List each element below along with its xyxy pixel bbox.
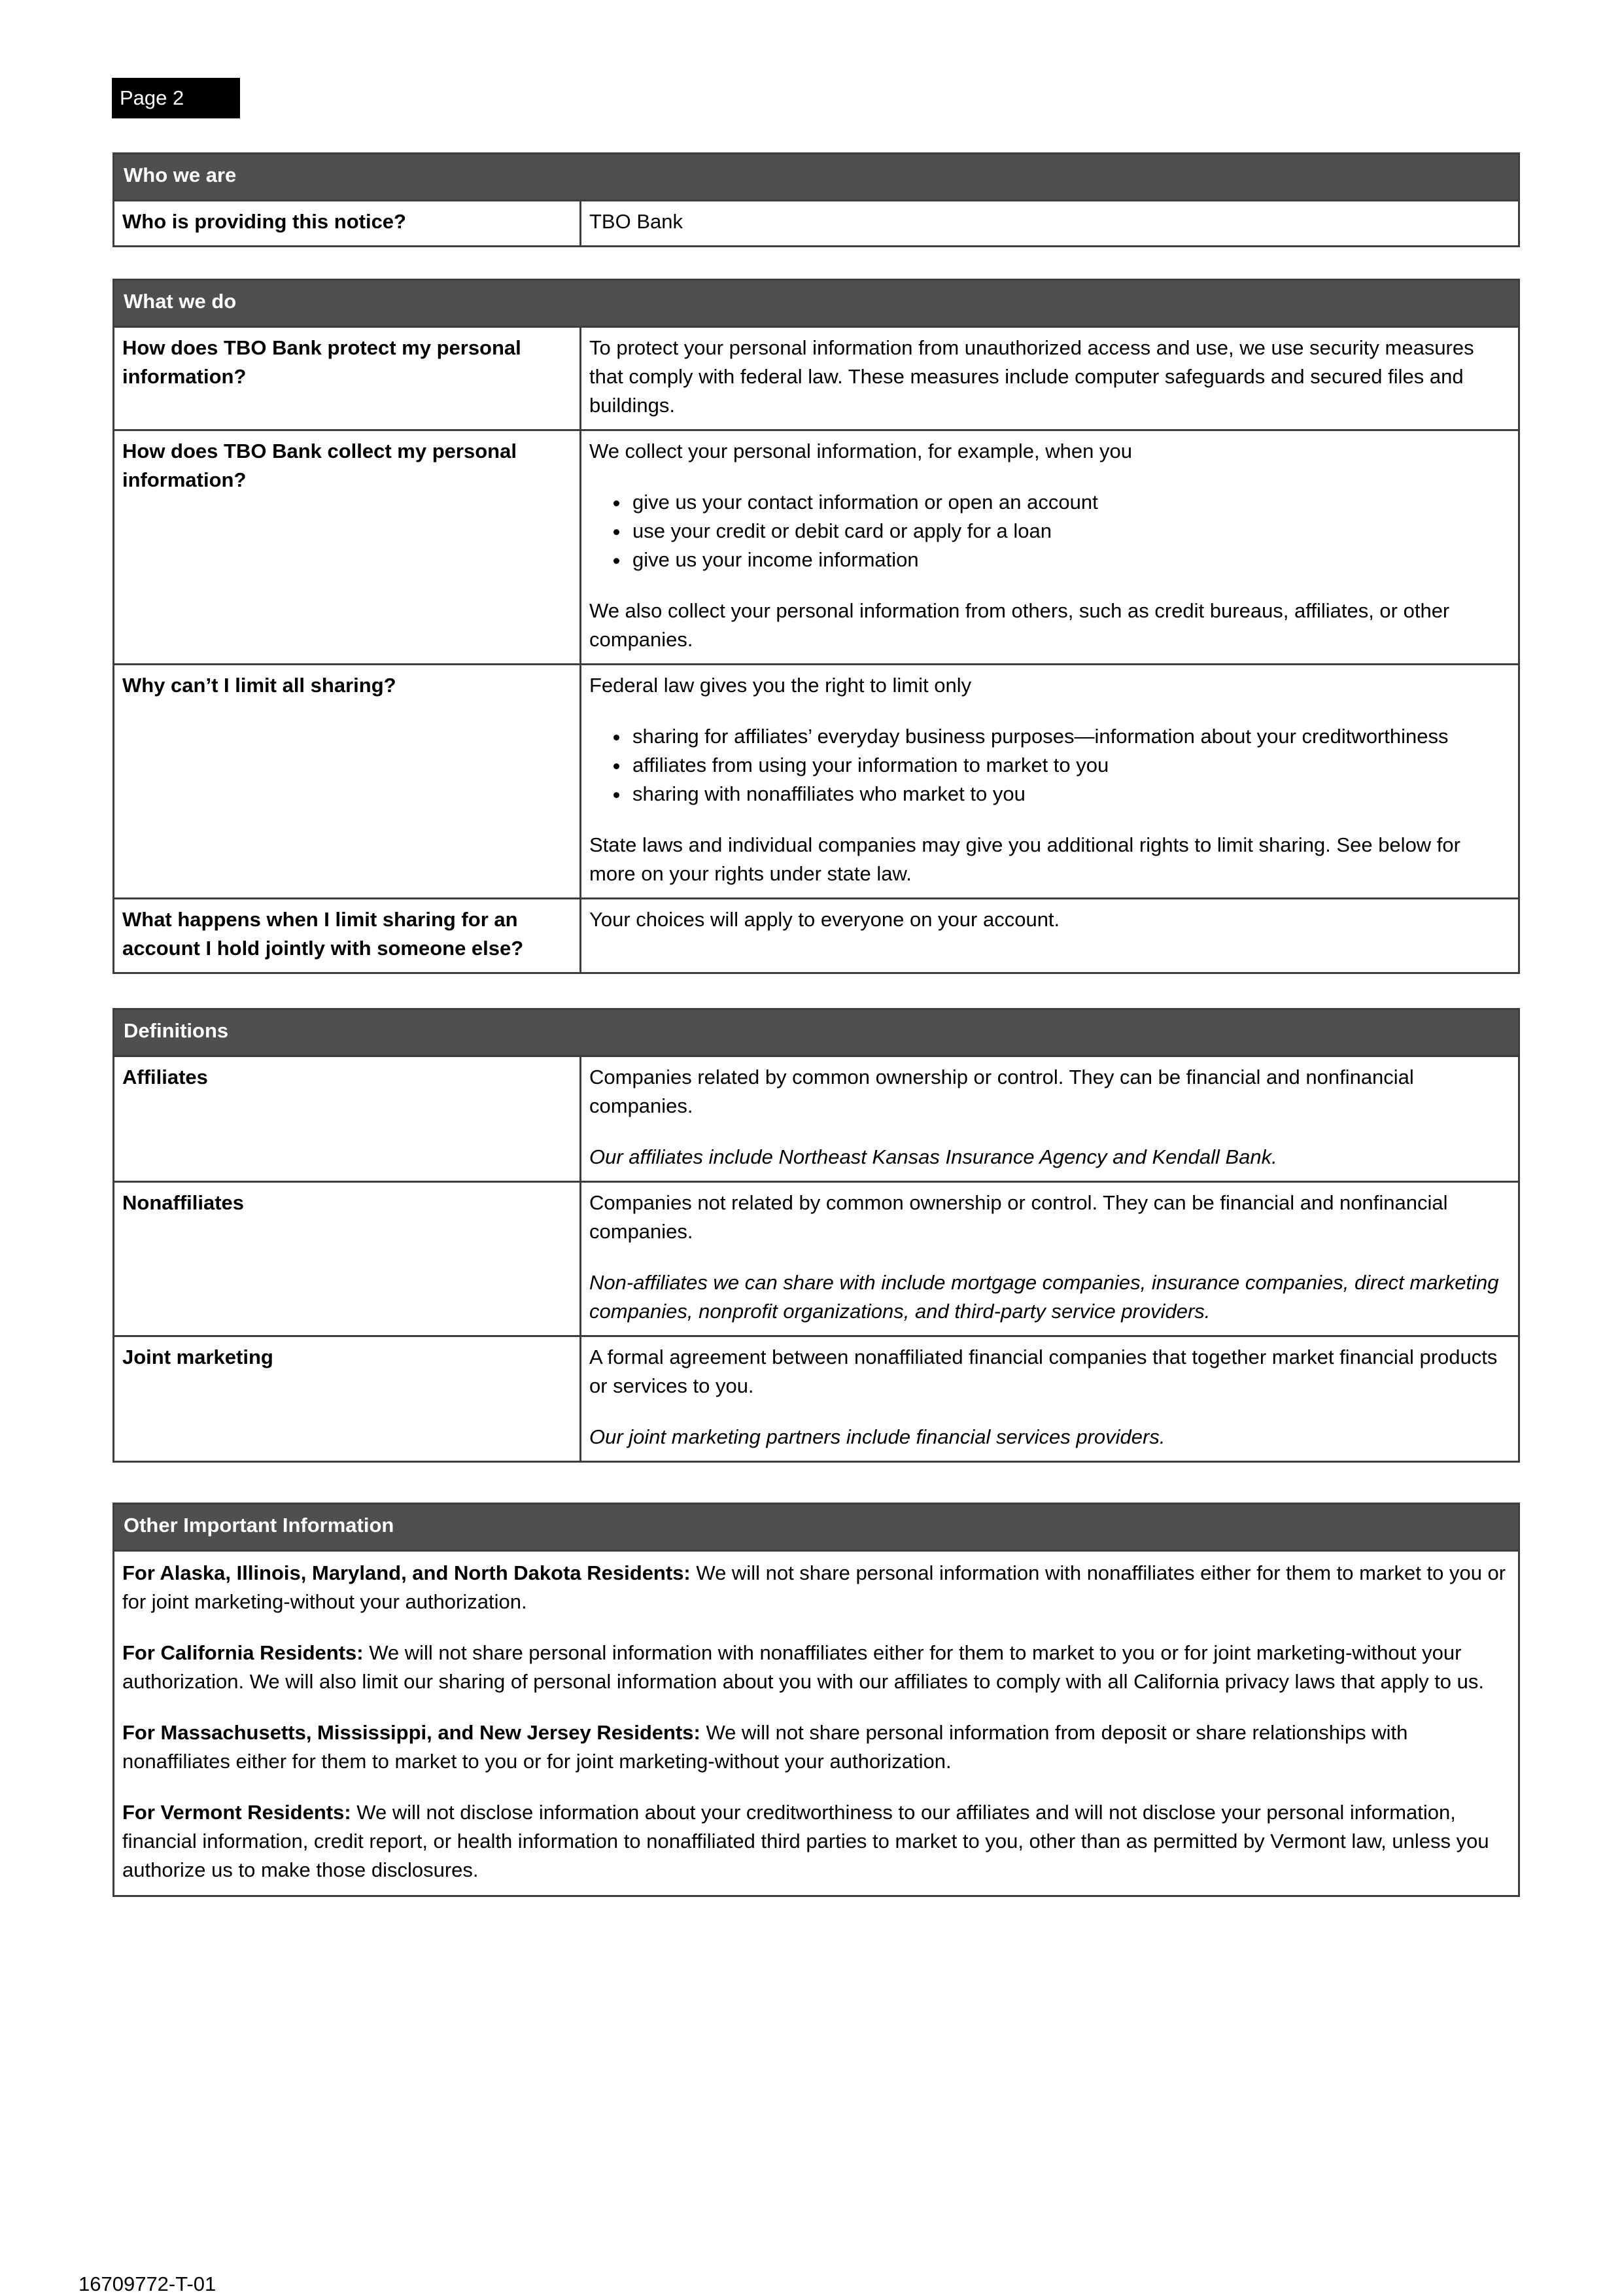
footer-document-code: 16709772-T-01	[78, 2272, 216, 2295]
answer-text: We also collect your personal information from others, such as credit bureaus, affiliates, or other companies.	[589, 599, 1450, 651]
state-notice-text: We will not share personal information with nonaffiliates either for them to market to you or for joint marketing-without your authorization. We will also limit our sharing of personal information about you with our affiliates to comply with all California privacy laws that apply to us.	[122, 1641, 1485, 1693]
section-heading-other-info: Other Important Information	[114, 1504, 1519, 1551]
state-notice-lead: For Massachusetts, Mississippi, and New Jersey Residents:	[122, 1721, 700, 1744]
table-row	[114, 1551, 1519, 1896]
table-row	[114, 899, 1519, 973]
state-notice-text: We will not share personal information with nonaffiliates either for them to market to you or for joint marketing-without your authorization.	[122, 1561, 1506, 1613]
answer-text: Federal law gives you the right to limit only	[589, 674, 972, 697]
other-info-table	[112, 1503, 1520, 1897]
term-joint-marketing: Joint marketing	[114, 1336, 581, 1462]
who-we-are-table	[112, 152, 1520, 247]
answer-text: We collect your personal information, for example, when you	[589, 440, 1132, 462]
definition-note: Non-affiliates we can share with include mortgage companies, insurance companies, direct marketing companies, nonprofit organizations, and third-party service providers.	[589, 1271, 1499, 1323]
state-notice-lead: For California Residents:	[122, 1641, 364, 1664]
table-row	[114, 1056, 1519, 1182]
definition-text: Companies not related by common ownership or control. They can be financial and nonfinancial companies.	[589, 1191, 1448, 1243]
answer-text: To protect your personal information from unauthorized access and use, we use security measures that comply with federal law. These measures include computer safeguards and secured files and buildings.	[589, 336, 1474, 417]
list-item: • affiliates from using your information to market to you	[630, 751, 1510, 780]
state-notice	[122, 1798, 1510, 1885]
definition-joint-marketing	[581, 1336, 1519, 1462]
definition-note: Our joint marketing partners include financial services providers.	[589, 1425, 1165, 1448]
state-notice	[122, 1639, 1510, 1696]
question-joint-account: What happens when I limit sharing for an account I hold jointly with someone else?	[114, 899, 581, 973]
table-row	[114, 327, 1519, 430]
answer-collect	[581, 430, 1519, 665]
question-collect: How does TBO Bank collect my personal information?	[114, 430, 581, 665]
state-notice-lead: For Alaska, Illinois, Maryland, and North Dakota Residents:	[122, 1561, 691, 1584]
term-nonaffiliates: Nonaffiliates	[114, 1182, 581, 1336]
list-item: • use your credit or debit card or apply for a loan	[630, 517, 1510, 546]
list-item: • give us your contact information or open an account	[630, 488, 1510, 517]
section-heading-who-we-are: Who we are	[114, 154, 1519, 201]
state-notice-text: We will not share personal information from deposit or share relationships with nonaffiliates either for them to market to you or for joint marketing-without your authorization.	[122, 1721, 1408, 1773]
bullet-list	[589, 488, 1510, 574]
section-heading-what-we-do: What we do	[114, 280, 1519, 327]
list-item: • sharing for affiliates’ everyday business purposes—information about your creditworthiness	[630, 722, 1510, 751]
term-affiliates: Affiliates	[114, 1056, 581, 1182]
answer-text: State laws and individual companies may give you additional rights to limit sharing. See below for more on your rights under state law.	[589, 833, 1460, 885]
definition-note: Our affiliates include Northeast Kansas Insurance Agency and Kendall Bank.	[589, 1145, 1277, 1168]
state-notice-lead: For Vermont Residents:	[122, 1801, 351, 1824]
table-row	[114, 1182, 1519, 1336]
definition-text: Companies related by common ownership or control. They can be financial and nonfinancial companies.	[589, 1066, 1414, 1117]
other-info-body	[114, 1551, 1519, 1896]
list-item: • give us your income information	[630, 546, 1510, 574]
table-row	[114, 430, 1519, 665]
definition-nonaffiliates	[581, 1182, 1519, 1336]
question-protect: How does TBO Bank protect my personal information?	[114, 327, 581, 430]
answer-text: Your choices will apply to everyone on your account.	[589, 908, 1060, 931]
section-heading-definitions: Definitions	[114, 1009, 1519, 1056]
state-notice	[122, 1559, 1510, 1616]
answer-protect	[581, 327, 1519, 430]
question-who-provides-notice: Who is providing this notice?	[114, 201, 581, 247]
table-row	[114, 1336, 1519, 1462]
answer-limit-sharing	[581, 665, 1519, 899]
definitions-table	[112, 1008, 1520, 1463]
table-row	[114, 665, 1519, 899]
bullet-list	[589, 722, 1510, 809]
question-limit-sharing: Why can’t I limit all sharing?	[114, 665, 581, 899]
state-notice	[122, 1718, 1510, 1776]
answer-provider: TBO Bank	[581, 201, 1519, 247]
definition-text: A formal agreement between nonaffiliated financial companies that together market financial products or services to you.	[589, 1346, 1498, 1397]
list-item: • sharing with nonaffiliates who market to you	[630, 780, 1510, 809]
definition-affiliates	[581, 1056, 1519, 1182]
state-notice-text: We will not disclose information about your creditworthiness to our affiliates and will not disclose your personal information, financial information, credit report, or health information to nonaffiliated third parties to market to you, other than as permitted by Vermont law, unless you authorize us to make those disclosures.	[122, 1801, 1489, 1881]
answer-joint-account	[581, 899, 1519, 973]
what-we-do-table	[112, 279, 1520, 974]
page-label: Page 2	[112, 78, 240, 118]
